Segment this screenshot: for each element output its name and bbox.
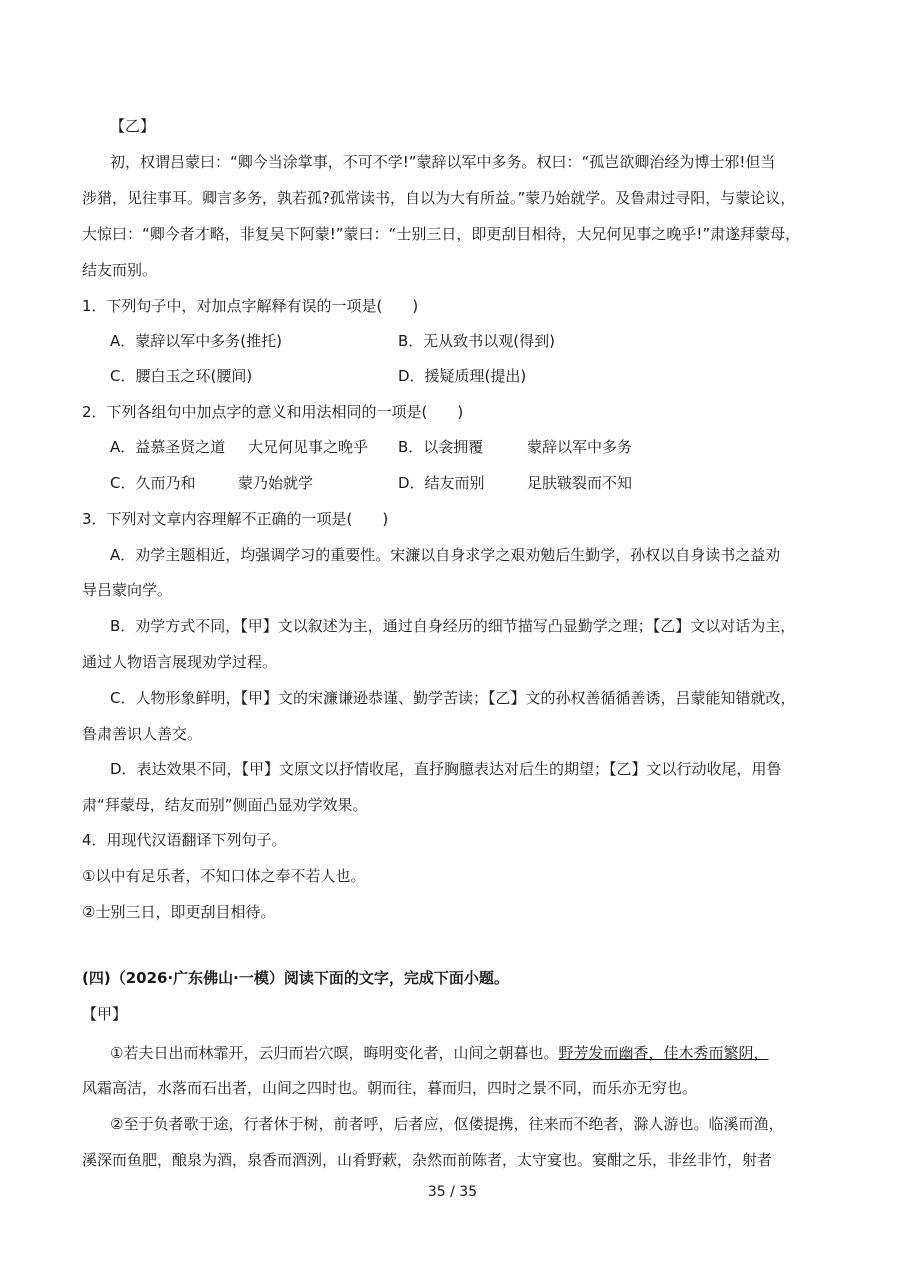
section-4-heading: (四)（2026·广东佛山·一模）阅读下面的文字，完成下面小题。 [82, 969, 509, 987]
question-3-option-d-line-1: D．表达效果不同，【甲】文原文以抒情收尾，直抒胸臆表达对后生的期望；【乙】文以行动收尾，用鲁 [110, 760, 782, 778]
question-2-stem: 2．下列各组句中加点字的意义和用法相同的一项是( ) [82, 403, 464, 421]
question-2-option-c-part-2: 蒙乃始就学 [238, 474, 314, 492]
question-3-option-a-line-2: 导吕蒙向学。 [82, 581, 173, 599]
passage-yi-line-4: 结友而别。 [82, 261, 158, 279]
section-4-paragraph-1-line-2: 风霜高洁，水落而石出者，山间之四时也。朝而往，暮而归，四时之景不同，而乐亦无穷也。 [82, 1079, 698, 1097]
section-4-jia-heading: 【甲】 [82, 1005, 128, 1023]
question-1-option-d: D．援疑质理(提出) [398, 367, 527, 385]
question-3-option-c-line-2: 鲁肃善识人善交。 [82, 725, 203, 743]
question-1-option-a: A．蒙辞以军中多务(推托) [110, 332, 282, 350]
question-2-option-d-part-2: 足肤皲裂而不知 [527, 474, 633, 492]
paragraph-1-text: ①若夫日出而林霏开，云归而岩穴暝，晦明变化者，山间之朝暮也。 [110, 1044, 559, 1062]
passage-yi-line-1: 初，权谓吕蒙曰：“卿今当涂掌事，不可不学!”蒙辞以军中多务。权曰：“孤岂欲卿治经为博士邪!但当 [110, 153, 776, 171]
section-4-paragraph-2-line-1: ②至于负者歌于途，行者休于树，前者呼，后者应，伛偻提携，往来而不绝者，滁人游也。临溪而渔， [110, 1115, 784, 1133]
question-1-option-b: B．无从致书以观(得到) [398, 332, 555, 350]
question-2-option-b-part-2: 蒙辞以军中多务 [527, 438, 633, 456]
question-1-option-c: C．腰白玉之环(腰间) [110, 367, 253, 385]
question-3-option-c-line-1: C．人物形象鲜明，【甲】文的宋濂谦逊恭谨、勤学苦读；【乙】文的孙权善循循善诱，吕蒙能知错就改， [110, 689, 796, 707]
question-2-option-c-part-1: C．久而乃和 [110, 474, 196, 492]
question-3-option-d-line-2: 肃“拜蒙母，结友而别”侧面凸显劝学效果。 [82, 796, 368, 814]
question-4-stem: 4．用现代汉语翻译下列句子。 [82, 831, 287, 849]
passage-yi-heading: 【乙】 [110, 117, 156, 135]
question-3-stem: 3．下列对文章内容理解不正确的一项是( ) [82, 510, 389, 528]
question-4-sentence-2: ②士别三日，即更刮目相待。 [82, 903, 276, 921]
underlined-phrase: 野芳发而幽香，佳木秀而繁阴， [558, 1044, 769, 1062]
question-4-sentence-1: ①以中有足乐者，不知口体之奉不若人也。 [82, 867, 366, 885]
question-3-option-a-line-1: A．劝学主题相近，均强调学习的重要性。宋濂以自身求学之艰劝勉后生勤学，孙权以自身读书之益劝 [110, 546, 781, 564]
question-1-stem: 1．下列句子中，对加点字解释有误的一项是( ) [82, 297, 419, 315]
question-3-option-b-line-1: B．劝学方式不同，【甲】文以叙述为主，通过自身经历的细节描写凸显勤学之理；【乙】文以对话为主， [110, 617, 796, 635]
question-3-option-b-line-2: 通过人物语言展现劝学过程。 [82, 653, 278, 671]
section-4-paragraph-2-line-2: 溪深而鱼肥，酿泉为酒，泉香而酒洌，山肴野蔌，杂然而前陈者，太守宴也。宴酣之乐，非丝非竹，射者 [82, 1151, 773, 1169]
question-2-option-d-part-1: D．结友而别 [398, 474, 485, 492]
page-number: 35 / 35 [427, 1184, 478, 1200]
question-2-option-a-part-2: 大兄何见事之晚乎 [248, 438, 369, 456]
passage-yi-line-3: 大惊曰：“卿今者才略，非复吴下阿蒙!”蒙曰：“士别三日，即更刮目相待，大兄何见事之晚乎!”肃遂拜蒙母， [82, 225, 801, 243]
section-4-paragraph-1-line-1 [110, 1043, 768, 1063]
question-2-option-a-part-1: A．益慕圣贤之道 [110, 438, 226, 456]
passage-yi-line-2: 涉猎，见往事耳。卿言多务，孰若孤?孤常读书，自以为大有所益。”蒙乃始就学。及鲁肃过寻阳，与蒙论议， [82, 189, 796, 207]
question-2-option-b-part-1: B．以衾拥覆 [398, 438, 484, 456]
